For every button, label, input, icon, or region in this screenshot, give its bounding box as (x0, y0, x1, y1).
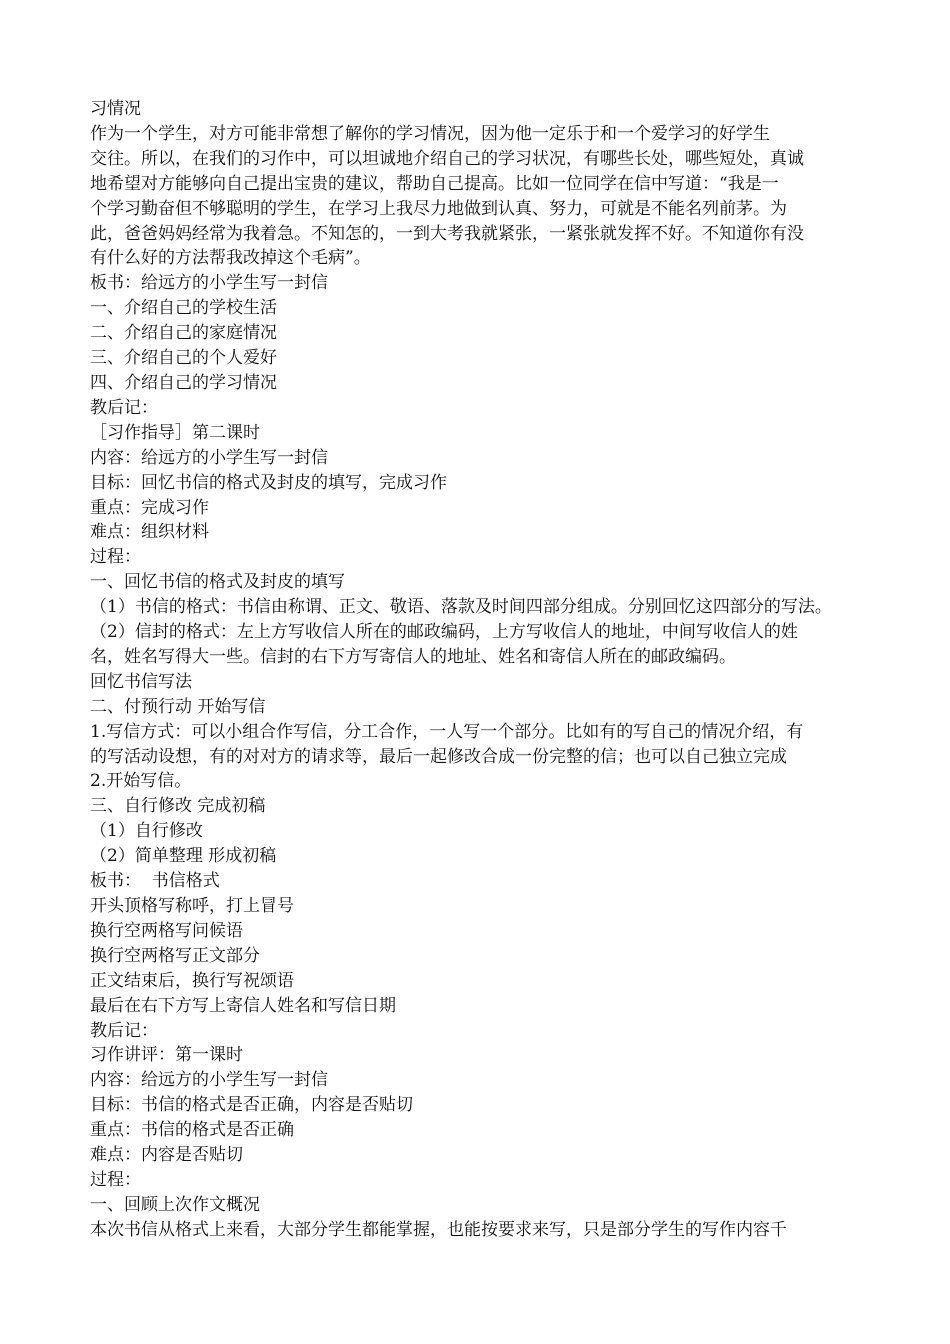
text-line: 内容：给远方的小学生写一封信 (90, 447, 328, 468)
text-line: 个学习勤奋但不够聪明的学生，在学习上我尽力地做到认真、努力，可就是不能名列前茅。为 (90, 198, 787, 219)
text-line: （2）简单整理 形成初稿 (90, 846, 277, 867)
text-line: 二、付预行动 开始写信 (90, 696, 266, 717)
text-line: 难点：组织材料 (90, 522, 209, 543)
section-label: 教后记： (90, 397, 158, 418)
text-line: 2.开始写信。 (90, 771, 192, 792)
text-line: 交往。所以，在我们的习作中，可以坦诚地介绍自己的学习状况，有哪些长处，哪些短处，真诚 (90, 148, 804, 169)
board-title: 板书： 书信格式 (90, 871, 220, 892)
text-line: 换行空两格写问候语 (90, 920, 243, 941)
text-line: （2）信封的格式：左上方写收信人所在的邮政编码，上方写收信人的地址，中间写收信人的姓 (90, 622, 798, 643)
text-line: 习情况 (90, 99, 141, 119)
list-item: 三、介绍自己的个人爱好 (90, 348, 277, 369)
text-line: 有什么好的方法帮我改掉这个毛病”。 (90, 248, 371, 269)
list-item: 四、介绍自己的学习情况 (90, 372, 277, 393)
document-page (90, 97, 870, 1243)
text-line: 目标：书信的格式是否正确，内容是否贴切 (90, 1095, 413, 1116)
section-label: 过程： (90, 547, 141, 568)
text-line: 目标：回忆书信的格式及封皮的填写，完成习作 (90, 472, 447, 493)
text-line: （1）自行修改 (90, 821, 203, 842)
text-line: 三、自行修改 完成初稿 (90, 796, 266, 817)
text-line: 1.写信方式：可以小组合作写信，分工合作，一人写一个部分。比如有的写自己的情况介绍，有 (90, 721, 804, 742)
text-line: 难点：内容是否贴切 (90, 1145, 243, 1166)
text-line: 本次书信从格式上来看，大部分学生都能掌握，也能按要求来写，只是部分学生的写作内容千 (90, 1219, 787, 1240)
text-line: 重点：完成习作 (90, 497, 209, 518)
text-line: 地希望对方能够向自己提出宝贵的建议，帮助自己提高。比如一位同学在信中写道：“我是一 (90, 173, 779, 194)
section-label: 过程： (90, 1169, 141, 1190)
board-title: 板书：给远方的小学生写一封信 (90, 273, 328, 294)
text-line: 的写活动设想，有的对对方的请求等，最后一起修改合成一份完整的信；也可以自己独立完成 (90, 746, 787, 767)
list-item: 二、介绍自己的家庭情况 (90, 323, 277, 344)
text-line: 正文结束后，换行写祝颂语 (90, 970, 294, 991)
text-line: 名，姓名写得大一些。信封的右下方写寄信人的地址、姓名和寄信人所在的邮政编码。 (90, 646, 736, 667)
text-line: 最后在右下方写上寄信人姓名和写信日期 (90, 995, 396, 1016)
text-line: 一、回顾上次作文概况 (90, 1194, 260, 1215)
text-line: 一、回忆书信的格式及封皮的填写 (90, 572, 345, 593)
text-line: 作为一个学生，对方可能非常想了解你的学习情况，因为他一定乐于和一个爱学习的好学生 (90, 123, 770, 144)
text-line: 重点：书信的格式是否正确 (90, 1120, 294, 1141)
text-line: 回忆书信写法 (90, 671, 192, 692)
text-line: （1）书信的格式：书信由称谓、正文、敬语、落款及时间四部分组成。分别回忆这四部分的写法。 (90, 597, 832, 618)
text-line: 换行空两格写正文部分 (90, 945, 260, 966)
lesson-heading: 习作讲评：第一课时 (90, 1045, 243, 1066)
list-item: 一、介绍自己的学校生活 (90, 298, 277, 319)
text-line: 开头顶格写称呼，打上冒号 (90, 896, 294, 916)
text-line: 内容：给远方的小学生写一封信 (90, 1070, 328, 1091)
lesson-heading: ［习作指导］第二课时 (90, 422, 260, 443)
section-label: 教后记： (90, 1020, 158, 1041)
text-line: 此，爸爸妈妈经常为我着急。不知怎的，一到大考我就紧张，一紧张就发挥不好。不知道你有没 (90, 223, 804, 244)
